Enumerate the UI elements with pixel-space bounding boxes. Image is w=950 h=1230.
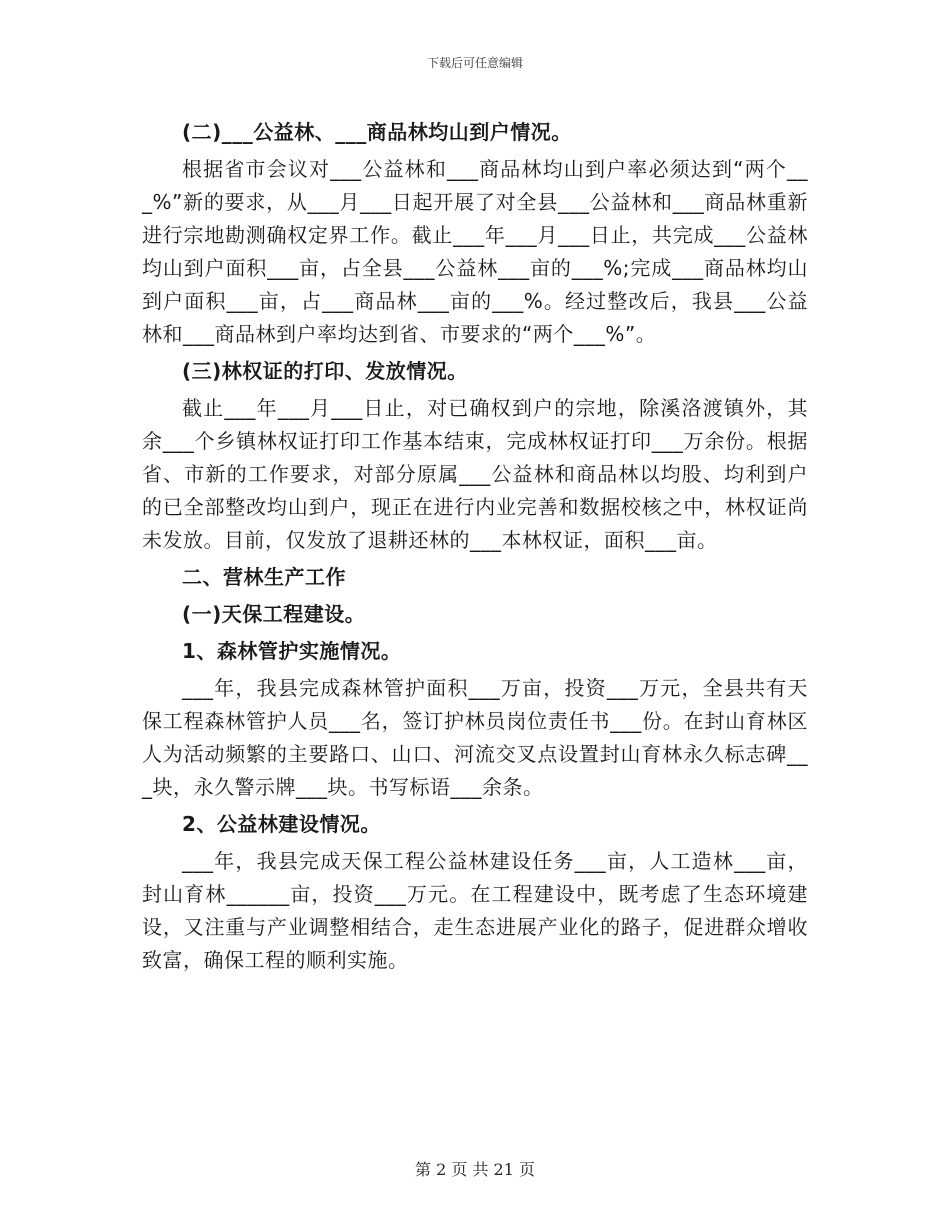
download-note: 下载后可任意编辑 — [426, 56, 523, 70]
document-body — [142, 112, 808, 977]
page-number: 第 2 页 共 21 页 — [415, 1160, 535, 1179]
subsection-heading-2: 2、公益林建设情况。 — [182, 812, 381, 836]
section-heading-2: (二)___公益林、___商品林均山到户情况。 — [182, 120, 572, 144]
paragraph-2: 截止___年___月___日止，对已确权到户的宗地，除溪洛渡镇外，其余___个乡镇林权证打印工作基本结束，完成林权证打印___万余份。根据省、市新的工作要求，对部分原属___公益林和商品林以均股、均利到户的已全部整改均山到户，现正在进行内业完善和数据校核之中，林权证尚未发放。目前，仅发放了退耕还林的___本林权证，面积___亩。 — [142, 396, 808, 552]
paragraph-1: 根据省市会议对___公益林和___商品林均山到户率必须达到“两个___%”新的要求，从___月___日起开展了对全县___公益林和___商品林重新进行宗地勘测确权定界工作。截止___年___月___日止，共完成___公益林均山到户面积___亩，占全县___公益林___亩的___%;完成___商品林均山到户面积___亩，占___商品林___亩的___%。经过整改后，我县___公益林和___商品林到户率均达到省、市要求的“两个___%”。 — [142, 157, 808, 346]
subsection-heading-1: 1、森林管护实施情况。 — [182, 639, 402, 663]
paragraph-4: ___年，我县完成天保工程公益林建设任务___亩，人工造林___亩，封山育林______亩，投资___万元。在工程建设中，既考虑了生态环境建设，又注重与产业调整相结合，走生态进展产业化的路子，促进群众增收致富，确保工程的顺利实施。 — [142, 849, 808, 972]
paragraph-3: ___年，我县完成森林管护面积___万亩，投资___万元，全县共有天保工程森林管护人员___名，签订护林员岗位责任书___份。在封山育林区人为活动频繁的主要路口、山口、河流交叉点设置封山育林永久标志碑___块，永久警示牌___块。书写标语___余条。 — [142, 676, 808, 799]
section-heading-3: (三)林权证的打印、发放情况。 — [182, 359, 468, 383]
section-heading-1: (一)天保工程建设。 — [182, 602, 366, 626]
chapter-heading-2: 二、营林生产工作 — [182, 565, 346, 589]
